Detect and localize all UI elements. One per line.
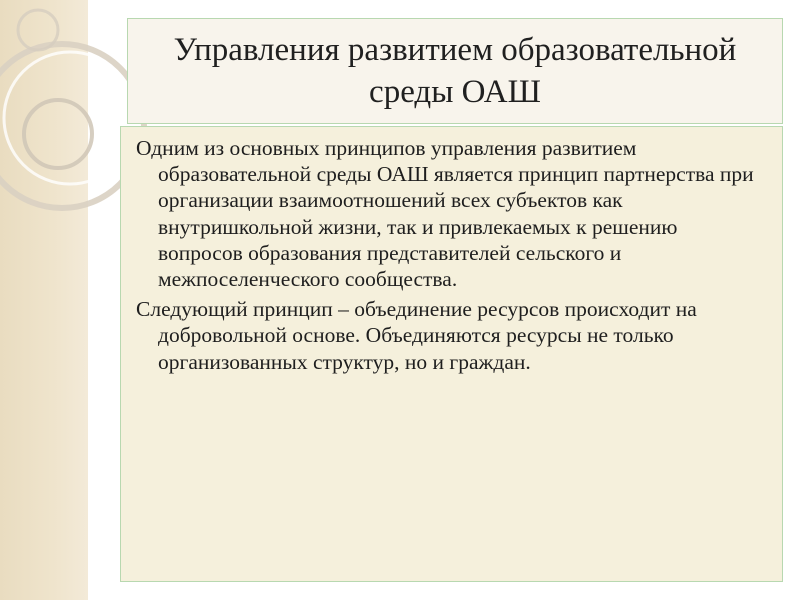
side-decor-band: [0, 0, 88, 600]
slide-title: Управления развитием образовательной среды ОАШ: [173, 32, 737, 110]
paragraph-2: Следующий принцип – объединение ресурсов происходит на добровольной основе. Объединяются ресурсы не только организованных структур, но и граждан.: [136, 297, 697, 374]
paragraph-1: Одним из основных принципов управления развитием образовательной среды ОАШ является принцип партнерства при организации взаимоотношений всех субъектов как внутришкольной жизни, так и привлекаемых к решению вопросов образования представителей сельского и межпоселенческого сообщества.: [136, 136, 754, 292]
slide-title-box: [127, 18, 783, 124]
slide-content-box: [120, 126, 783, 582]
